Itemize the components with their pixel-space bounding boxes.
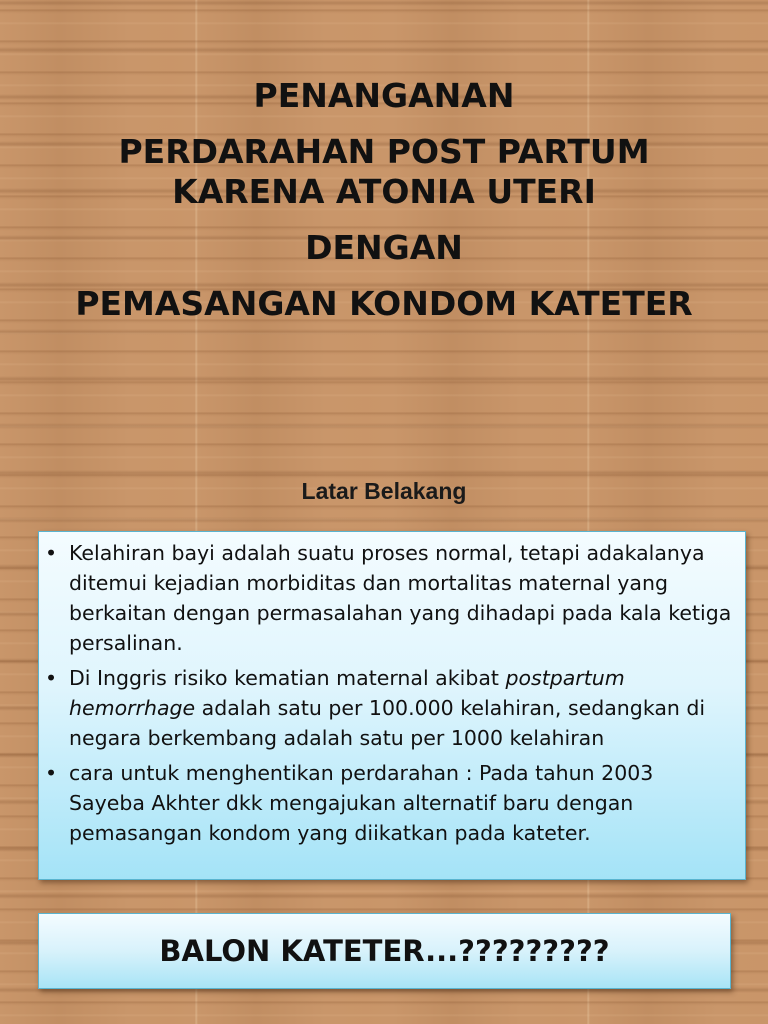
bullet-text-1: Kelahiran bayi adalah suatu proses normal, tetapi adakalanya ditemui kejadian morbiditas dan mortalitas maternal yang berkaitan dengan permasalahan yang dihadapi pada kala ketiga persalinan. [69, 541, 732, 655]
section-heading: Latar Belakang [301, 478, 467, 504]
bullet-text-2-start: Di Inggris risiko kematian maternal akibat [69, 666, 506, 690]
bullet-marker: • [45, 666, 58, 690]
bullet-item-2 [45, 663, 733, 753]
title-line-5: PEMASANGAN KONDOM KATETER [75, 284, 693, 323]
bullet-text-2-end: adalah satu per 100.000 kelahiran, sedangkan di negara berkembang adalah satu per 1000 kelahiran [69, 696, 706, 750]
bullet-item-3 [45, 758, 733, 848]
question-text: BALON KATETER...????????? [159, 934, 610, 968]
background-text-box [38, 531, 746, 880]
title-line-4: DENGAN [305, 228, 463, 267]
bullet-item-1 [45, 538, 733, 658]
title-line-2: PERDARAHAN POST PARTUM [118, 132, 650, 171]
bullet-marker: • [45, 541, 58, 565]
title-line-1: PENANGANAN [253, 76, 515, 115]
bullet-marker: • [45, 761, 58, 785]
bullet-text-2-italic: postpartum hemorrhage [69, 666, 625, 720]
question-box [38, 913, 731, 989]
bullet-list [45, 538, 733, 848]
title-line-3: KARENA ATONIA UTERI [172, 172, 596, 211]
bullet-text-3: cara untuk menghentikan perdarahan : Pada tahun 2003 Sayeba Akhter dkk mengajukan alternatif baru dengan pemasangan kondom yang diikatkan pada kateter. [69, 761, 654, 845]
slide-title [0, 72, 768, 328]
